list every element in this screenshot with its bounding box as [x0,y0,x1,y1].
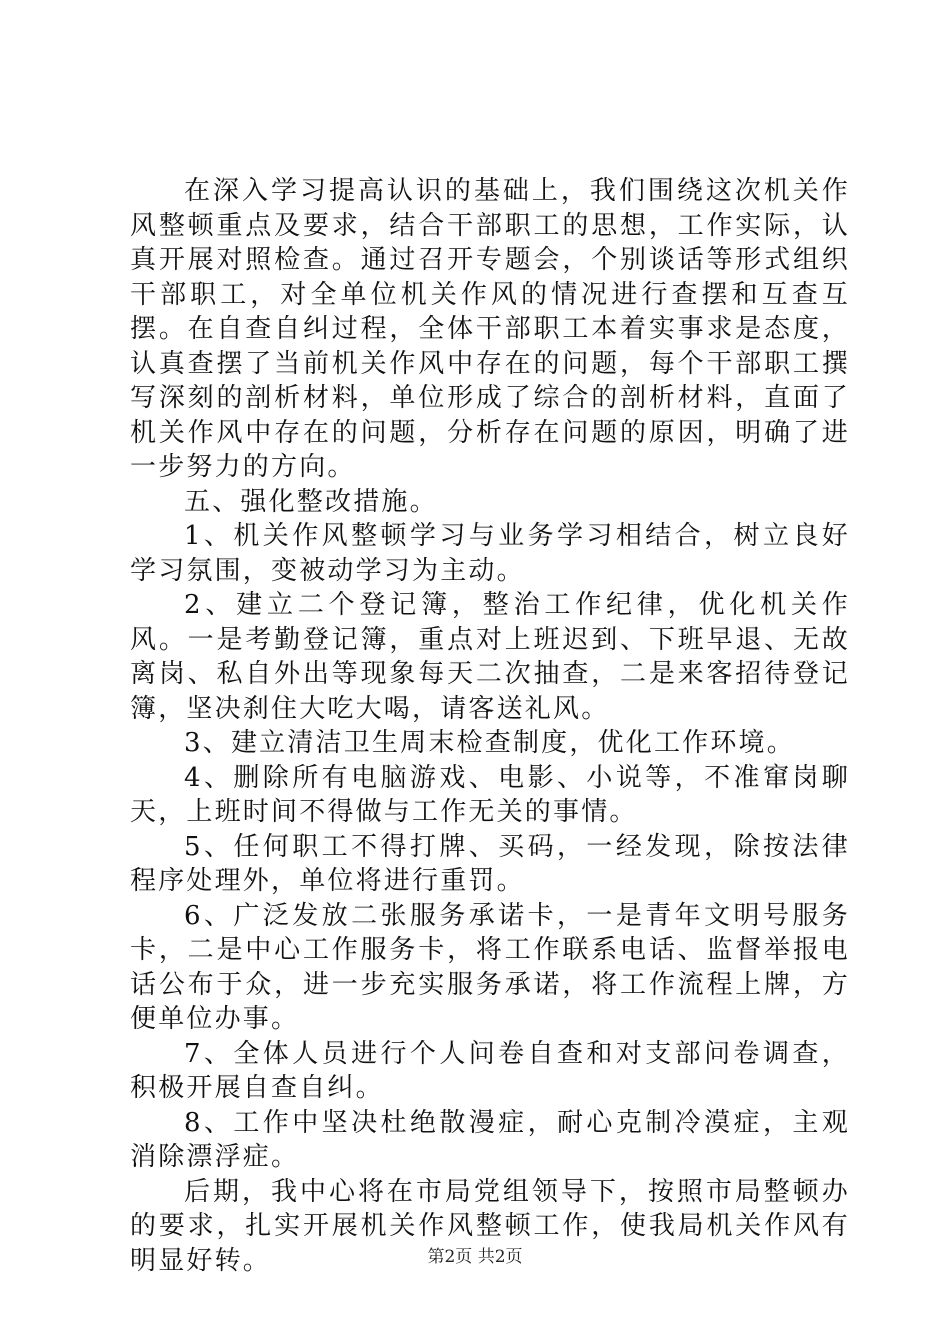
list-item: 3、建立清洁卫生周末检查制度，优化工作环境。 [184,728,795,758]
paragraph-conclusion: 后期，我中心将在市局党组领导下，按照市局整顿办的要求，扎实开展机关作风整顿工作，使我局机关作风有明显好转。 [130,1176,850,1276]
list-item: 1、机关作风整顿学习与业务学习相结合，树立良好学习氛围，变被动学习为主动。 [130,521,850,586]
list-item: 7、全体人员进行个人问卷自查和对支部问卷调查，积极开展自查自纠。 [130,1038,850,1103]
paragraph-intro: 在深入学习提高认识的基础上，我们围绕这次机关作风整顿重点及要求，结合干部职工的思想，工作实际，认真开展对照检查。通过召开专题会，个别谈话等形式组织干部职工，对全单位机关作风的情况进行查摆和互查互摆。在自查自纠过程，全体干部职工本着实事求是态度，认真查摆了当前机关作风中存在的问题，每个干部职工撰写深刻的剖析材料，单位形成了综合的剖析材料，直面了机关作风中存在的问题，分析存在问题的原因，明确了进一步努力的方向。 [130,176,850,482]
list-item: 4、删除所有电脑游戏、电影、小说等，不准窜岗聊天，上班时间不得做与工作无关的事情。 [130,762,850,827]
list-item: 8、工作中坚决杜绝散漫症，耐心克制冷漠症，主观消除漂浮症。 [130,1107,850,1172]
page-footer: 第2页 共2页 [427,1247,523,1267]
document-body [130,174,850,1278]
section-heading: 五、强化整改措施。 [184,486,438,517]
list-item: 6、广泛发放二张服务承诺卡，一是青年文明号服务卡，二是中心工作服务卡，将工作联系电话、监督举报电话公布于众，进一步充实服务承诺，将工作流程上牌，方便单位办事。 [130,900,850,1034]
list-item: 5、任何职工不得打牌、买码，一经发现，除按法律程序处理外，单位将进行重罚。 [130,831,850,896]
list-item: 2、建立二个登记簿，整治工作纪律，优化机关作风。一是考勤登记簿，重点对上班迟到、下班早退、无故离岗、私自外出等现象每天二次抽查，二是来客招待登记簿，坚决刹住大吃大喝，请客送礼风。 [130,590,850,724]
